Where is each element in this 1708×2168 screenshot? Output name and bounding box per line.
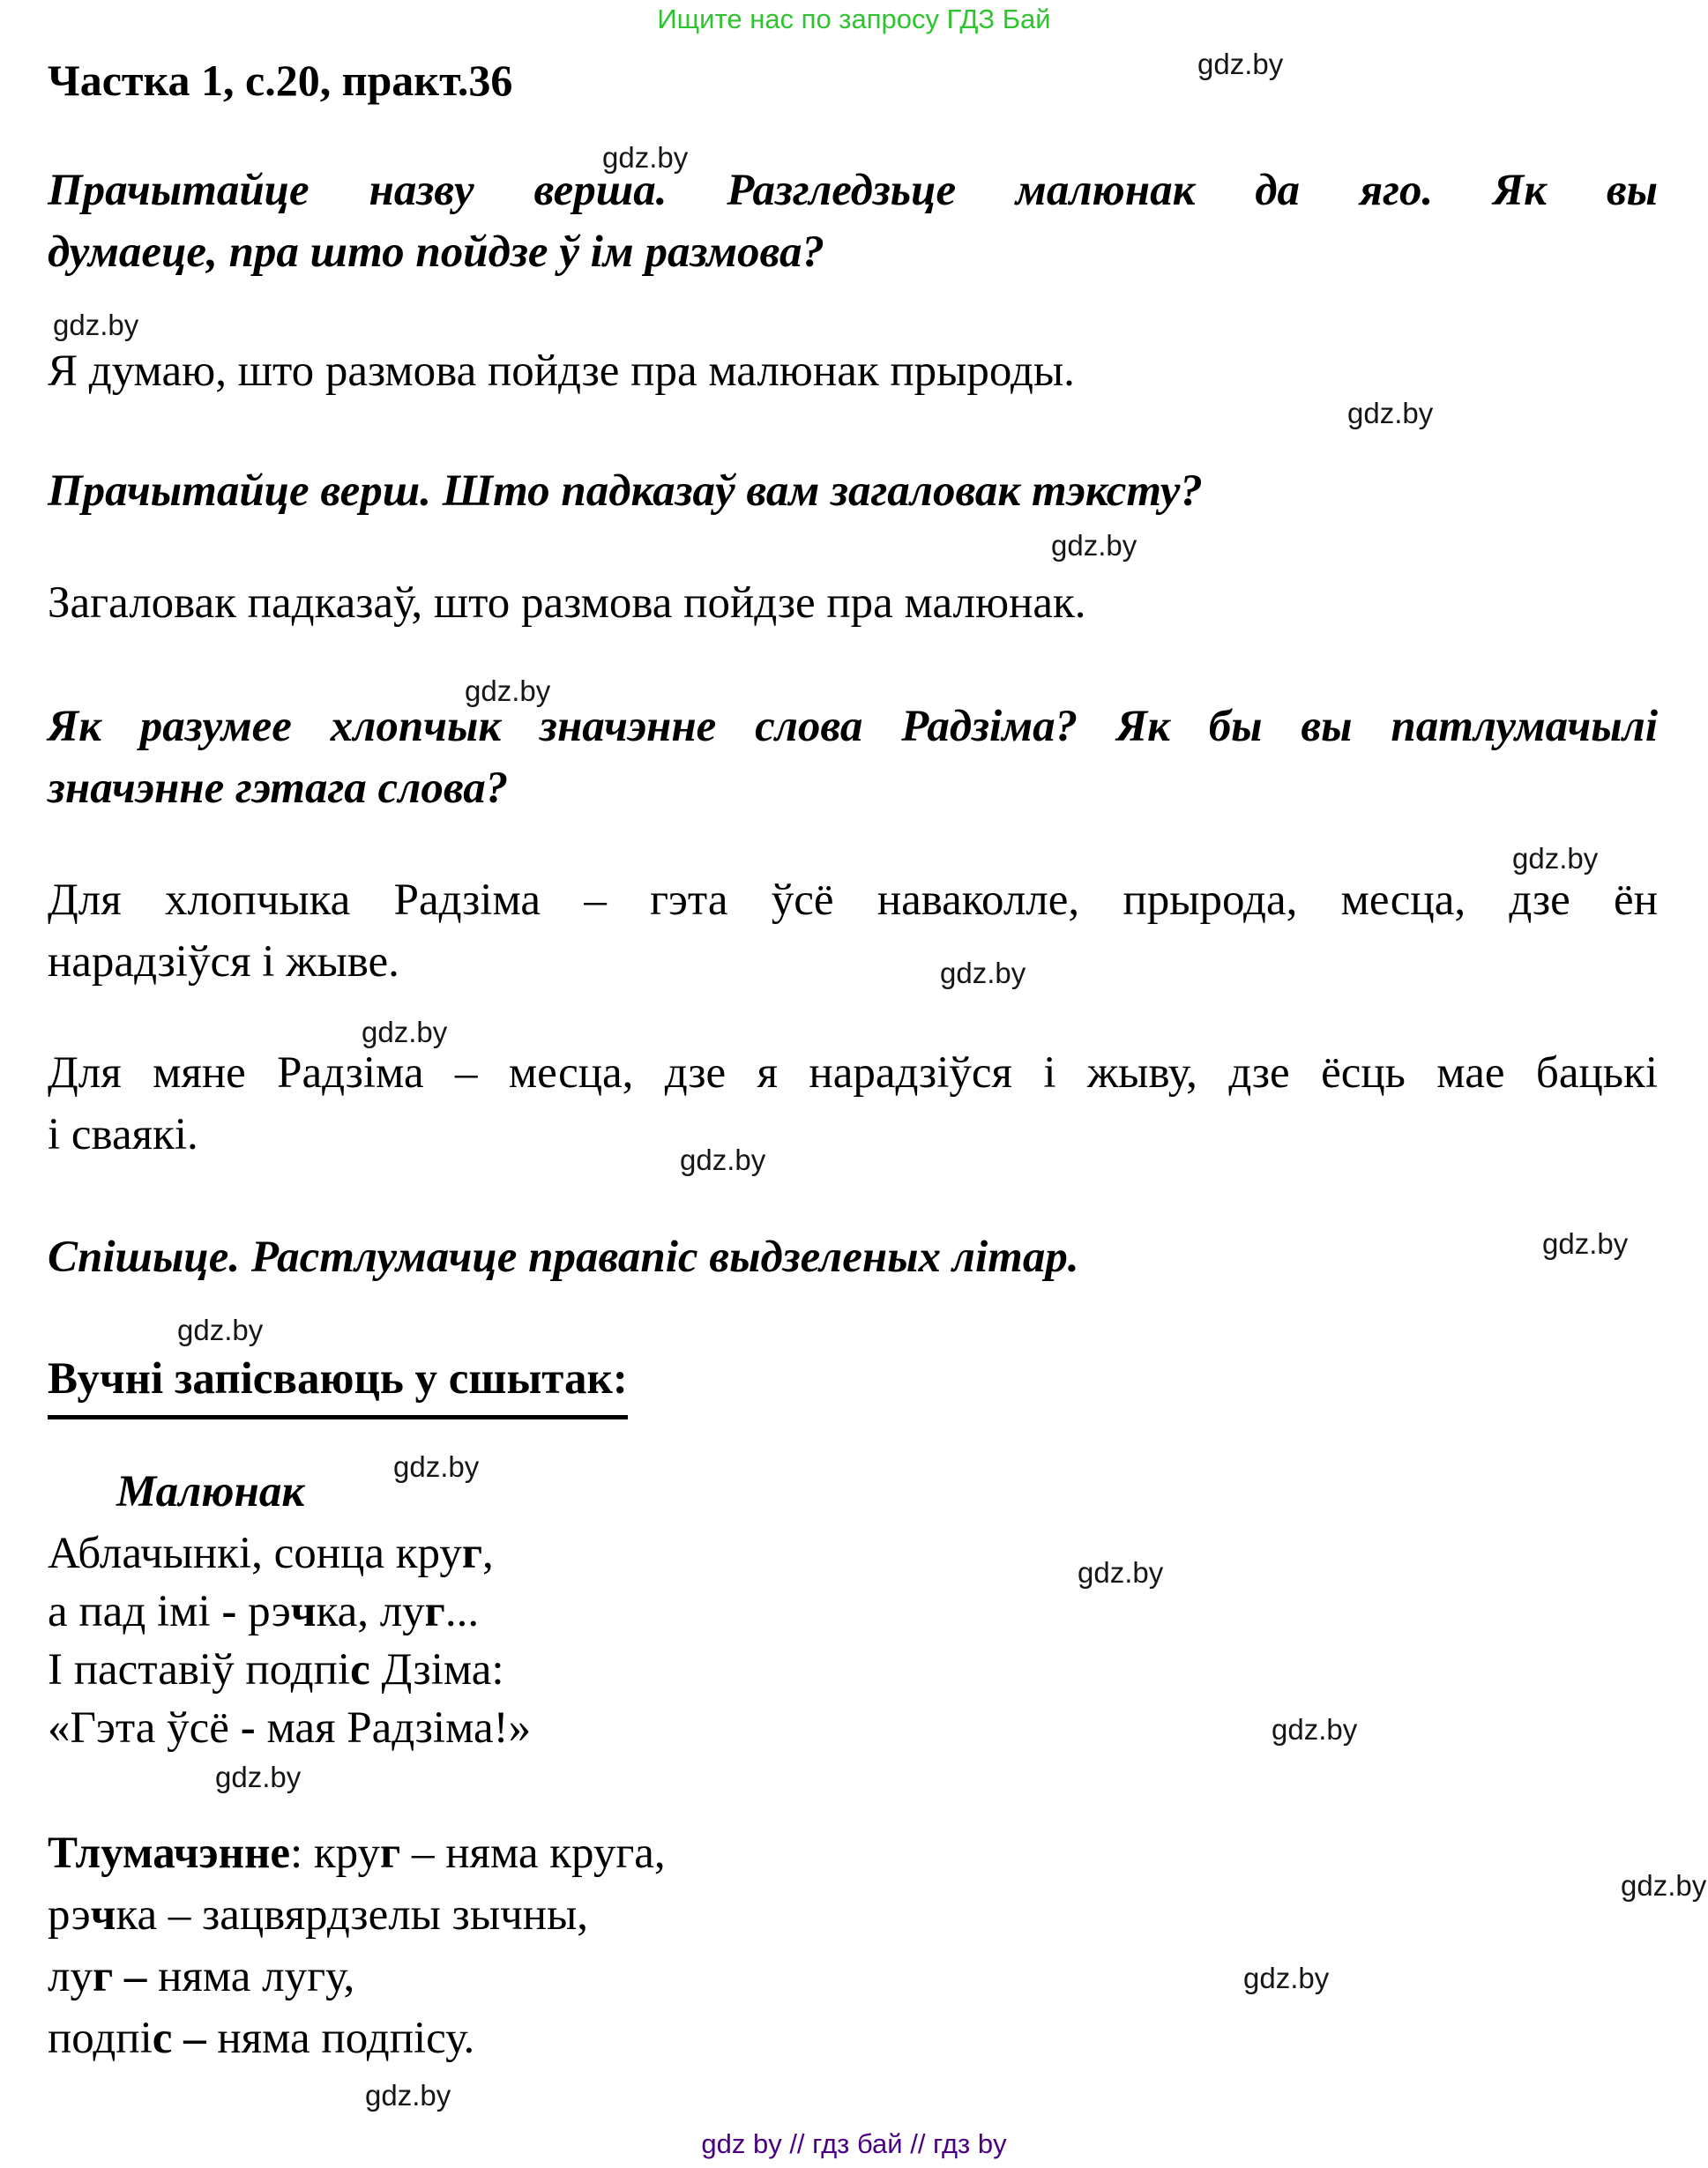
question-1-line-2: думаеце, пра што пойдзе ў ім размова? [48, 227, 824, 277]
question-3-line-2: значэнне гэтага слова? [48, 764, 509, 813]
gdz-watermark: gdz.by [940, 957, 1026, 989]
text-segment: , [482, 1529, 494, 1578]
text-segment: няма подпісу. [205, 2014, 475, 2063]
gdz-watermark: gdz.by [365, 2079, 451, 2112]
text-segment: рэ [48, 1890, 91, 1940]
top-banner: Ищите нас по запросу ГДЗ Бай [657, 4, 1051, 34]
footer-links: gdz by // гдз бай // гдз by [701, 2128, 1007, 2159]
highlighted-letter: ч [290, 1587, 317, 1636]
answer-3 [48, 869, 1658, 993]
answer-1-line-1: Я думаю, што размова пойдзе пра малюнак прыроды. [48, 346, 1075, 396]
question-2-line-1: Прачытайце верш. Што падказаў вам загаловак тэксту? [48, 466, 1203, 516]
gdz-watermark: gdz.by [53, 309, 139, 341]
question-3-line-1: Як разумее хлопчык значэнне слова Радзіма? Як бы вы патлумачылі [48, 702, 1658, 751]
gdz-watermark: gdz.by [1347, 397, 1434, 429]
text-segment: Аблачынкі, сонца кру [48, 1529, 462, 1578]
gdz-watermark: gdz.by [215, 1761, 302, 1793]
text-segment: ка, лу [316, 1587, 425, 1636]
highlighted-letter: г [424, 1587, 445, 1636]
text-segment: ... [444, 1587, 480, 1636]
gdz-watermark: gdz.by [680, 1144, 766, 1176]
answer-4-line-2: і сваякі. [48, 1110, 198, 1159]
explanation-line-1 [48, 1822, 1658, 1884]
highlighted-letter: - [221, 1587, 237, 1636]
text-segment: Дзіма: [369, 1645, 504, 1695]
answer-4-line-1: Для мяне Радзіма – месца, дзе я нарадзіўся і жыву, дзе ёсць мае бацькі [48, 1048, 1658, 1098]
highlighted-letter: с [152, 2014, 173, 2063]
gdz-watermark: gdz.by [602, 141, 689, 174]
answer-2-line-1: Загаловак падказаў, што размова пойдзе пра малюнак. [48, 578, 1086, 628]
question-1-line-1: Прачытайце назву верша. Разгледзьце малюнак да яго. Як вы [48, 166, 1658, 215]
poem-line-2 [48, 1583, 1658, 1641]
question-3 [48, 696, 1658, 819]
text-segment: «Гэта ўсё [48, 1703, 241, 1753]
question-2 [48, 460, 1658, 522]
gdz-watermark: gdz.by [1272, 1713, 1358, 1746]
gdz-watermark: gdz.by [177, 1314, 264, 1346]
text-segment: а пад імі [48, 1587, 222, 1636]
highlighted-letter: г [461, 1529, 483, 1578]
poem-line-3 [48, 1641, 1658, 1699]
answer-4 [48, 1042, 1658, 1166]
text-segment: – няма круга, [400, 1829, 666, 1878]
gdz-watermark: gdz.by [1078, 1556, 1164, 1589]
gdz-watermark: gdz.by [1051, 529, 1137, 562]
text-segment: няма лугу, [146, 1952, 355, 2001]
highlighted-letter: - [240, 1703, 256, 1753]
answer-3-line-1: Для хлопчыка Радзіма – гэта ўсё наваколле, прырода, месца, дзе ён [48, 875, 1658, 925]
text-segment: ка – зацвярдзелы зычны, [116, 1890, 589, 1940]
poem [48, 1524, 1658, 1757]
answer-3-line-2: нарадзіўся і жыве. [48, 937, 399, 987]
text-segment: рэ [236, 1587, 291, 1636]
highlighted-letter: с [350, 1645, 370, 1695]
poem-line-1 [48, 1524, 1658, 1583]
text-segment: : кру [289, 1829, 381, 1878]
answer-2 [48, 572, 1658, 634]
gdz-watermark: gdz.by [1542, 1227, 1629, 1260]
notebook-heading: Вучні запісваюць у сшытак: [48, 1348, 628, 1419]
explanation-line-4 [48, 2008, 1658, 2069]
text-segment [172, 2014, 183, 2063]
highlighted-letter: Тлумачэнне [48, 1829, 290, 1878]
gdz-watermark: gdz.by [465, 674, 551, 707]
text-segment: подпі [48, 2014, 153, 2063]
gdz-watermark: gdz.by [1621, 1869, 1707, 1902]
question-4-line-1: Спішыце. Растлумачце правапіс выдзеленых літар. [48, 1233, 1079, 1282]
highlighted-letter: г [92, 1952, 114, 2001]
text-segment: І паставіў подпі [48, 1645, 351, 1695]
highlighted-letter: – [183, 2014, 206, 2063]
answer-1 [48, 340, 1658, 402]
question-4 [48, 1226, 1658, 1288]
text-segment: лу [48, 1952, 93, 2001]
gdz-watermark: gdz.by [393, 1450, 480, 1483]
gdz-watermark: gdz.by [1512, 842, 1599, 875]
highlighted-letter: г [380, 1829, 401, 1878]
highlighted-letter: – [123, 1952, 147, 2001]
poem-title: Малюнак [116, 1467, 305, 1516]
highlighted-letter: ч [90, 1890, 116, 1940]
poem-line-4 [48, 1699, 1658, 1757]
explanation-line-3 [48, 1946, 1658, 2008]
explanation-line-2 [48, 1884, 1658, 1946]
question-1 [48, 160, 1658, 283]
gdz-watermark: gdz.by [1243, 1962, 1330, 1994]
gdz-watermark: gdz.by [362, 1016, 448, 1048]
text-segment [113, 1952, 124, 2001]
gdz-watermark: gdz.by [1197, 48, 1284, 80]
text-segment: мая Радзіма!» [255, 1703, 532, 1753]
page-title: Частка 1, с.20, практ.36 [48, 56, 513, 105]
explanation [48, 1822, 1658, 2069]
notebook-heading-row [48, 1348, 1658, 1419]
